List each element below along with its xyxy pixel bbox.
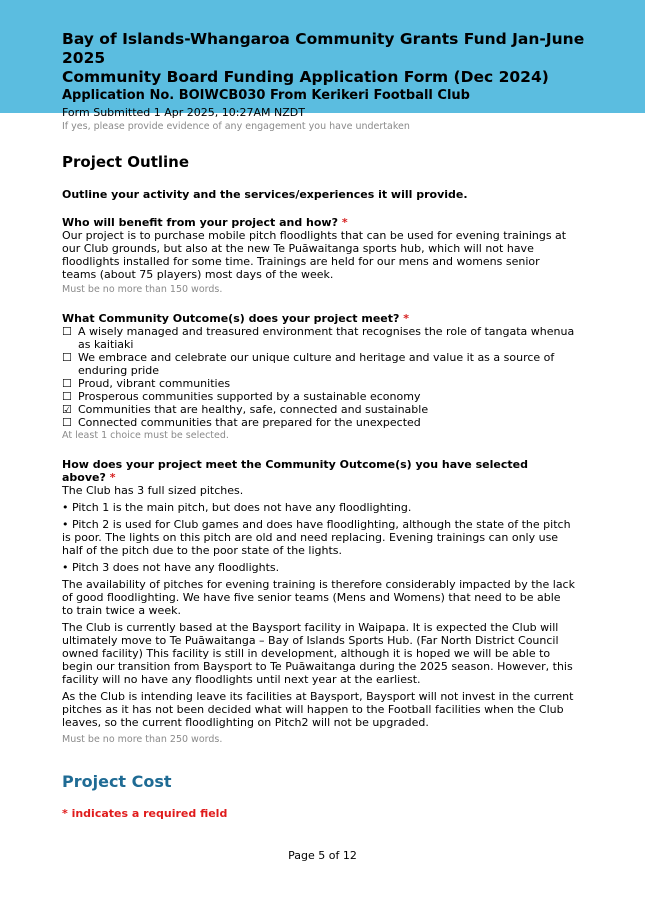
unchecked-box-icon: ☐ bbox=[62, 390, 72, 403]
outline-intro: Outline your activity and the services/experiences it will provide. bbox=[62, 188, 468, 201]
checked-box-icon: ☑ bbox=[62, 403, 72, 416]
required-marker: * bbox=[341, 216, 348, 229]
q-who-benefits-answer: Our project is to purchase mobile pitch floodlights that can be used for evening trainings at our Club grounds, but also at the new Te Puāwaitanga sports hub, which will not have floodlights installed for some time. Trainings are held for our mens and womens senior teams (about 75 players) most days of the week. bbox=[62, 229, 567, 281]
outcome-option bbox=[62, 390, 575, 403]
submitted-timestamp: Form Submitted 1 Apr 2025, 10:27AM NZDT bbox=[62, 106, 305, 119]
unchecked-box-icon: ☐ bbox=[62, 325, 72, 338]
project-outline-heading: Project Outline bbox=[62, 153, 190, 171]
project-cost-heading: Project Cost bbox=[62, 772, 172, 791]
answer-paragraph: • Pitch 2 is used for Club games and does have floodlighting, although the state of the pitch is poor. The lights on this pitch are old and need replacing. Evening trainings can only use half of the pitch due to the poor state of the lights. bbox=[62, 518, 571, 557]
answer-paragraph: • Pitch 1 is the main pitch, but does not have any floodlighting. bbox=[62, 501, 412, 514]
unchecked-box-icon: ☐ bbox=[62, 351, 72, 364]
page-number: Page 5 of 12 bbox=[288, 849, 357, 862]
q-outcomes-help: At least 1 choice must be selected. bbox=[62, 430, 229, 441]
outcome-option bbox=[62, 351, 575, 377]
unchecked-box-icon: ☐ bbox=[62, 416, 72, 429]
form-header bbox=[0, 0, 645, 119]
answer-paragraph: The availability of pitches for evening training is therefore considerably impacted by the lack of good floodlighting. We have five senior teams (Mens and Womens) that need to be able to train twice a week. bbox=[62, 578, 575, 617]
outcome-option-label: Communities that are healthy, safe, connected and sustainable bbox=[78, 403, 429, 416]
unchecked-box-icon: ☐ bbox=[62, 377, 72, 390]
outcome-option-label: Prosperous communities supported by a sustainable economy bbox=[78, 390, 421, 403]
outcome-option bbox=[62, 377, 575, 390]
answer-paragraph: The Club is currently based at the Baysport facility in Waipapa. It is expected the Club will ultimately move to Te Puāwaitanga – Bay of Islands Sports Hub. (Far North District Council owned facility) This facility is still in development, although it is hoped we will be able to begin our transition from Baysport to Te Puāwaitanga during the 2025 season. However, this facility will no have any floodlights until next year at the earliest. bbox=[62, 621, 573, 686]
engagement-help-text: If yes, please provide evidence of any engagement you have undertaken bbox=[62, 121, 410, 132]
required-marker: * bbox=[109, 471, 116, 484]
required-field-note: * indicates a required field bbox=[62, 807, 228, 820]
outcome-option-label: A wisely managed and treasured environment that recognises the role of tangata whenua as kaitiaki bbox=[78, 325, 575, 351]
q-who-benefits-help: Must be no more than 150 words. bbox=[62, 284, 223, 295]
outcome-option-label: Proud, vibrant communities bbox=[78, 377, 231, 390]
answer-paragraph: As the Club is intending leave its facilities at Baysport, Baysport will not invest in the current pitches as it has not been decided what will happen to the Football facilities when the Club leaves, so the current floodlighting on Pitch2 will not be upgraded. bbox=[62, 690, 574, 729]
form-content bbox=[62, 120, 575, 820]
outcome-option-label: Connected communities that are prepared for the unexpected bbox=[78, 416, 421, 429]
required-marker: * bbox=[403, 312, 409, 325]
form-title-line-1: Bay of Islands-Whangaroa Community Grants Fund Jan-June 2025 bbox=[62, 30, 585, 67]
q-how-meets-answer bbox=[62, 484, 575, 729]
form-title-line-2: Community Board Funding Application Form (Dec 2024) bbox=[62, 68, 549, 86]
q-who-benefits-label: Who will benefit from your project and how? * bbox=[62, 216, 348, 229]
outcome-options bbox=[62, 325, 575, 429]
q-how-meets-help: Must be no more than 250 words. bbox=[62, 734, 223, 745]
answer-paragraph: • Pitch 3 does not have any floodlights. bbox=[62, 561, 280, 574]
outcome-option bbox=[62, 416, 575, 429]
q-outcomes-label: What Community Outcome(s) does your project meet? * bbox=[62, 312, 409, 325]
outcome-option bbox=[62, 325, 575, 351]
q-how-meets-label: How does your project meet the Community Outcome(s) you have selected above? * bbox=[62, 458, 528, 484]
outcome-option-label: We embrace and celebrate our unique culture and heritage and value it as a source of enduring pride bbox=[78, 351, 555, 377]
outcome-option bbox=[62, 403, 575, 416]
answer-paragraph: The Club has 3 full sized pitches. bbox=[62, 484, 244, 497]
application-number: Application No. BOIWCB030 From Kerikeri Football Club bbox=[62, 88, 470, 103]
